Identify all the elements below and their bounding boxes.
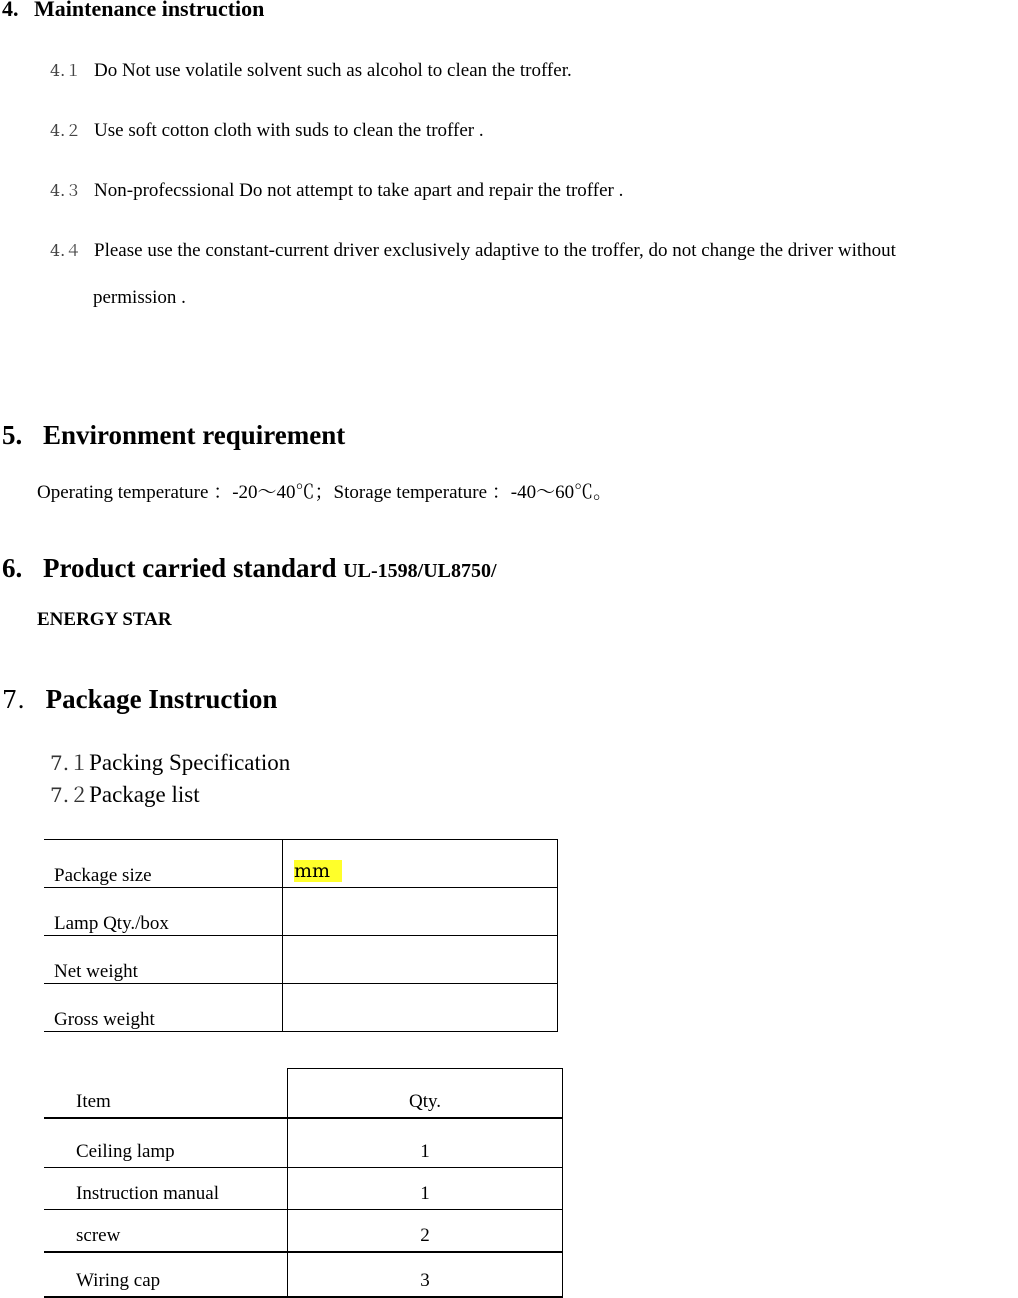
table-row [44, 936, 558, 984]
list-item [50, 238, 896, 262]
section-number: 4. [2, 0, 19, 21]
subsection-number: 7.２ [50, 783, 90, 807]
list-item [50, 58, 572, 82]
qty-cell: 2 [288, 1210, 563, 1253]
item-number: 4.３ [50, 181, 82, 200]
table-row [44, 840, 558, 888]
row-value [283, 888, 558, 936]
table-row [44, 888, 558, 936]
section-number: 7. [2, 686, 25, 714]
highlighted-value: mm [294, 860, 342, 882]
temperature-text: Operating temperature ：-20～40℃；Storage temperature ：-40～60℃。 [37, 482, 613, 503]
section-number: 6. [2, 553, 23, 583]
item-number: 4.１ [50, 61, 82, 80]
package-list-table [44, 1068, 563, 1298]
subsection-item [50, 747, 290, 776]
section-title: Environment requirement [43, 420, 346, 450]
item-text: Do Not use volatile solvent such as alcohol to clean the troffer. [94, 60, 572, 81]
table-row [44, 984, 558, 1032]
item-number: 4.２ [50, 121, 82, 140]
table-row [44, 1168, 563, 1210]
qty-cell: 3 [288, 1252, 563, 1297]
row-label: Lamp Qty./box [44, 888, 283, 936]
section-5-heading [2, 420, 345, 451]
row-label: Net weight [44, 936, 283, 984]
header-qty: Qty. [288, 1069, 563, 1119]
item-text: Non-profecssional Do not attempt to take apart and repair the troffer . [94, 180, 624, 201]
list-item [50, 178, 623, 202]
item-number: 4.４ [50, 241, 82, 260]
row-value [283, 936, 558, 984]
row-label: Package size [44, 840, 283, 888]
packing-spec-table [44, 839, 558, 1032]
section-title: Package Instruction [45, 684, 278, 714]
table-header-row [44, 1069, 563, 1119]
qty-cell: 1 [288, 1168, 563, 1210]
section-7-heading [2, 684, 277, 715]
item-cell: Wiring cap [44, 1252, 288, 1297]
section-4-heading [2, 0, 264, 22]
item-text: Please use the constant-current driver exclusively adaptive to the troffer, do not change the driver without [94, 240, 896, 261]
header-item: Item [44, 1069, 288, 1119]
item-cell: Ceiling lamp [44, 1118, 288, 1168]
section-number: 5. [2, 420, 23, 450]
subsection-text: Package list [89, 782, 200, 807]
qty-cell: 1 [288, 1118, 563, 1168]
list-item [50, 118, 484, 142]
section-title: Product carried standard [43, 553, 337, 583]
standard-text: UL-1598/UL8750/ [343, 560, 497, 582]
list-item-continuation: permission . [93, 287, 186, 308]
table-row [44, 1252, 563, 1297]
subsection-item [50, 779, 200, 808]
section-title: Maintenance instruction [34, 0, 265, 21]
subsection-text: Packing Specification [89, 750, 291, 775]
subsection-number: 7.１ [50, 751, 90, 775]
item-text: Use soft cotton cloth with suds to clean the troffer . [94, 120, 484, 141]
standard-continuation: ENERGY STAR [37, 609, 172, 630]
item-cell: screw [44, 1210, 288, 1253]
section-6-heading [2, 553, 497, 584]
table-row [44, 1210, 563, 1253]
row-value [283, 840, 558, 888]
item-cell: Instruction manual [44, 1168, 288, 1210]
table-row [44, 1118, 563, 1168]
row-value [283, 984, 558, 1032]
row-label: Gross weight [44, 984, 283, 1032]
